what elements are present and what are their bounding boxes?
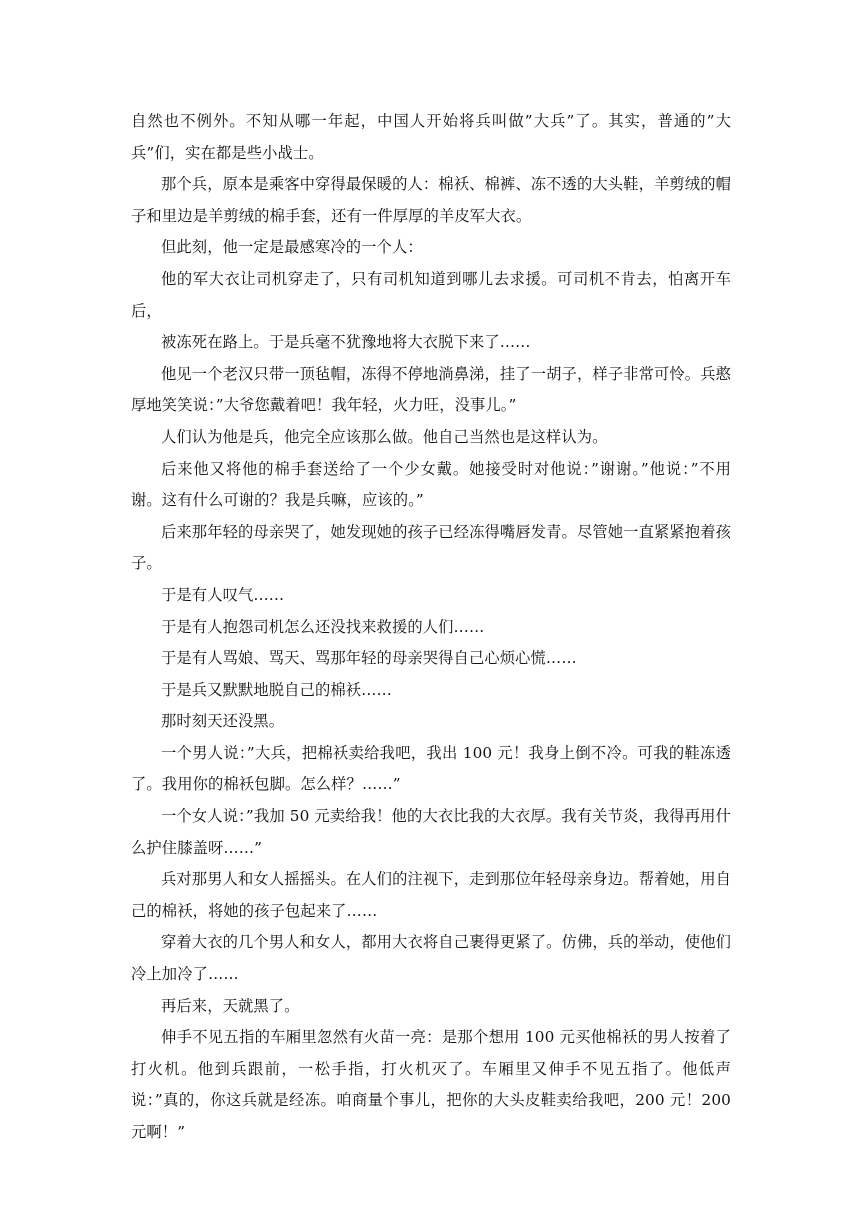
paragraph-3-text: 但此刻，他一定是最感寒冷的一个人： [161,238,423,257]
paragraph-15 [131,738,731,801]
paragraph-2-text: 那个兵，原本是乘客中穿得最保暖的人：棉袄、棉裤、冻不透的大头鞋，羊剪绒的帽子和里边是羊剪绒的棉手套，还有一件厚厚的羊皮军大衣。 [131,175,731,225]
paragraph-9 [131,517,731,580]
paragraph-4-text: 他的军大衣让司机穿走了，只有司机知道到哪儿去求援。可司机不肯去，怕离开车后， [131,269,731,320]
paragraph-11 [131,612,731,644]
paragraph-8-text: 后来他又将他的棉手套送给了一个少女戴。她接受时对他说：”谢谢。”他说：”不用谢。这有什么可谢的？我是兵嘛，应该的。” [131,459,731,510]
paragraph-18 [131,927,731,990]
paragraph-14-text: 那时刻天还没黑。 [161,712,285,731]
paragraph-13-text: 于是兵又默默地脱自己的棉袄…… [161,680,392,699]
paragraph-15-text: 一个男人说：”大兵，把棉袄卖给我吧，我出 100 元！我身上倒不冷。可我的鞋冻透了。我用你的棉袄包脚。怎么样？……” [131,743,731,794]
paragraph-7-text: 人们认为他是兵，他完全应该那么做。他自己当然也是这样认为。 [161,427,608,446]
paragraph-8 [131,454,731,517]
paragraph-4 [131,264,731,327]
paragraph-12-text: 于是有人骂娘、骂天、骂那年轻的母亲哭得自己心烦心慌…… [161,649,577,668]
paragraph-18-text: 穿着大衣的几个男人和女人，都用大衣将自己裹得更紧了。仿佛，兵的举动，使他们冷上加冷了…… [131,933,731,984]
paragraph-3 [131,232,731,264]
paragraph-11-text: 于是有人抱怨司机怎么还没找来救援的人们…… [161,617,485,636]
paragraph-10-text: 于是有人叹气…… [161,585,285,604]
paragraph-6 [131,359,731,422]
paragraph-1 [131,106,731,169]
paragraph-20 [131,1022,731,1148]
paragraph-9-text: 后来那年轻的母亲哭了，她发现她的孩子已经冻得嘴唇发青。尽管她一直紧紧抱着孩子。 [131,522,731,573]
paragraph-19 [131,991,731,1023]
paragraph-16-text: 一个女人说：”我加 50 元卖给我！他的大衣比我的大衣厚。我有关节炎，我得再用什么护住膝盖呀……” [131,807,731,857]
paragraph-12 [131,643,731,675]
paragraph-20-text: 伸手不见五指的车厢里忽然有火苗一亮：是那个想用 100 元买他棉袄的男人按着了打火机。他到兵跟前，一松手指，打火机灭了。车厢里又伸手不见五指了。他低声说：”真的，你这兵就是经冻。咱商量个事儿，把你的大头皮鞋卖给我吧，200 元！200 元啊！” [131,1028,731,1141]
paragraph-13 [131,675,731,707]
paragraph-5 [131,327,731,359]
paragraph-10 [131,580,731,612]
paragraph-6-text: 他见一个老汉只带一顶毡帽，冻得不停地淌鼻涕，挂了一胡子，样子非常可怜。兵憨厚地笑笑说：”大爷您戴着吧！我年轻，火力旺，没事儿。” [131,364,731,415]
paragraph-1-text: 自然也不例外。不知从哪一年起，中国人开始将兵叫做”大兵”了。其实，普通的”大兵”们，实在都是些小战士。 [131,112,731,162]
article-body [131,106,731,1149]
paragraph-17-text: 兵对那男人和女人摇摇头。在人们的注视下，走到那位年轻母亲身边。帮着她，用自己的棉袄，将她的孩子包起来了…… [131,870,731,920]
paragraph-2 [131,169,731,232]
paragraph-17 [131,864,731,927]
paragraph-5-text: 被冻死在路上。于是兵毫不犹豫地将大衣脱下来了…… [161,333,531,352]
paragraph-14 [131,706,731,738]
paragraph-7 [131,422,731,454]
paragraph-16 [131,801,731,864]
paragraph-19-text: 再后来，天就黑了。 [161,996,300,1015]
